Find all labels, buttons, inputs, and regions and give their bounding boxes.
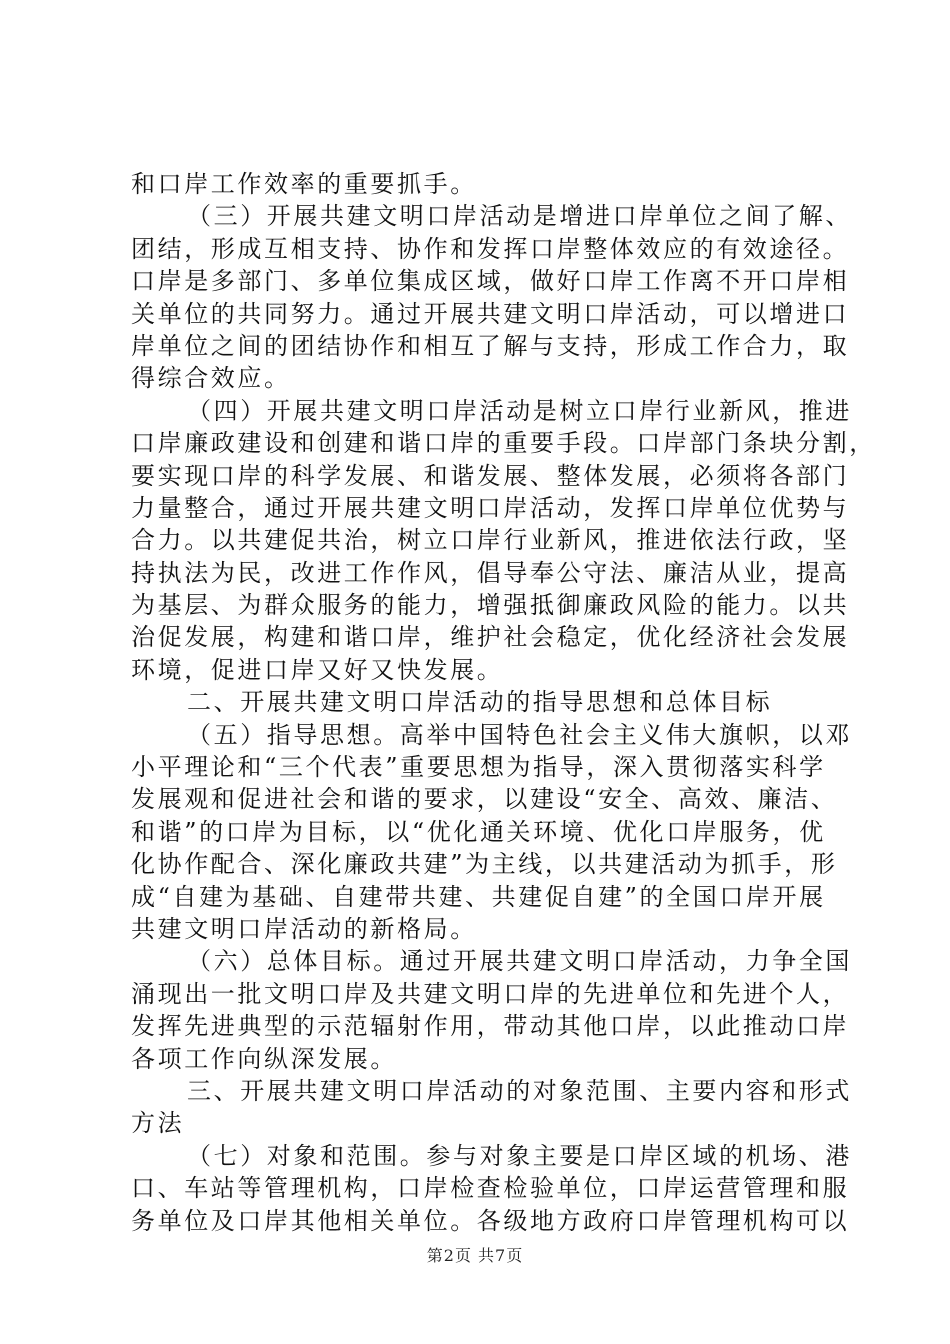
- text-line: 二、开展共建文明口岸活动的指导思想和总体目标: [187, 688, 773, 717]
- text-line: 口岸是多部门、多单位集成区域，做好口岸工作离不开口岸相: [131, 267, 850, 296]
- text-line: 共建文明口岸活动的新格局。: [131, 914, 477, 943]
- text-line: 三、开展共建文明口岸活动的对象范围、主要内容和形式: [187, 1076, 852, 1105]
- text-line: 务单位及口岸其他相关单位。各级地方政府口岸管理机构可以: [131, 1206, 850, 1235]
- text-line: 小平理论和“三个代表”重要思想为指导，深入贯彻落实科学: [131, 753, 826, 782]
- text-line: 发挥先进典型的示范辐射作用，带动其他口岸，以此推动口岸: [131, 1012, 850, 1041]
- page-footer: 第2页 共7页: [426, 1246, 524, 1265]
- text-line: 和口岸工作效率的重要抓手。: [131, 170, 477, 198]
- text-line: 治促发展，构建和谐口岸，维护社会稳定，优化经济社会发展: [131, 623, 850, 652]
- text-line: 得综合效应。: [131, 364, 291, 393]
- text-line: 各项工作向纵深发展。: [131, 1044, 397, 1073]
- text-line: 口、车站等管理机构，口岸检查检验单位，口岸运营管理和服: [131, 1174, 850, 1203]
- text-line: 要实现口岸的科学发展、和谐发展、整体发展，必须将各部门: [131, 461, 850, 490]
- text-line: 发展观和促进社会和谐的要求，以建设“安全、高效、廉洁、: [131, 785, 838, 814]
- text-line: 为基层、为群众服务的能力，增强抵御廉政风险的能力。以共: [131, 591, 850, 620]
- text-line: 成“自建为基础、自建带共建、共建促自建”的全国口岸开展: [131, 882, 826, 911]
- text-line: （五）指导思想。高举中国特色社会主义伟大旗帜，以邓: [187, 720, 852, 749]
- text-line: 合力。以共建促共治，树立口岸行业新风，推进依法行政，坚: [131, 526, 850, 555]
- text-line: 团结，形成互相支持、协作和发挥口岸整体效应的有效途径。: [131, 234, 850, 263]
- text-line: 力量整合，通过开展共建文明口岸活动，发挥口岸单位优势与: [131, 493, 850, 522]
- text-line: 和谐”的口岸为目标，以“优化通关环境、优化口岸服务，优: [131, 817, 826, 846]
- text-line: 方法: [131, 1109, 185, 1138]
- text-line: 涌现出一批文明口岸及共建文明口岸的先进单位和先进个人，: [131, 979, 850, 1008]
- text-line: 环境，促进口岸又好又快发展。: [131, 655, 504, 684]
- text-line: （七）对象和范围。参与对象主要是口岸区域的机场、港: [187, 1141, 852, 1170]
- text-line: 岸单位之间的团结协作和相互了解与支持，形成工作合力，取: [131, 331, 850, 360]
- document-body: [131, 168, 876, 1237]
- text-line: （三）开展共建文明口岸活动是增进口岸单位之间了解、: [187, 202, 852, 231]
- text-line: 关单位的共同努力。通过开展共建文明口岸活动，可以增进口: [131, 299, 850, 328]
- text-line: 持执法为民，改进工作作风，倡导奉公守法、廉洁从业，提高: [131, 558, 850, 587]
- text-line: （六）总体目标。通过开展共建文明口岸活动，力争全国: [187, 947, 852, 976]
- text-line: （四）开展共建文明口岸活动是树立口岸行业新风，推进: [187, 396, 852, 425]
- text-line: 化协作配合、深化廉政共建”为主线，以共建活动为抓手，形: [131, 850, 838, 879]
- text-line: 口岸廉政建设和创建和谐口岸的重要手段。口岸部门条块分割，: [131, 429, 876, 458]
